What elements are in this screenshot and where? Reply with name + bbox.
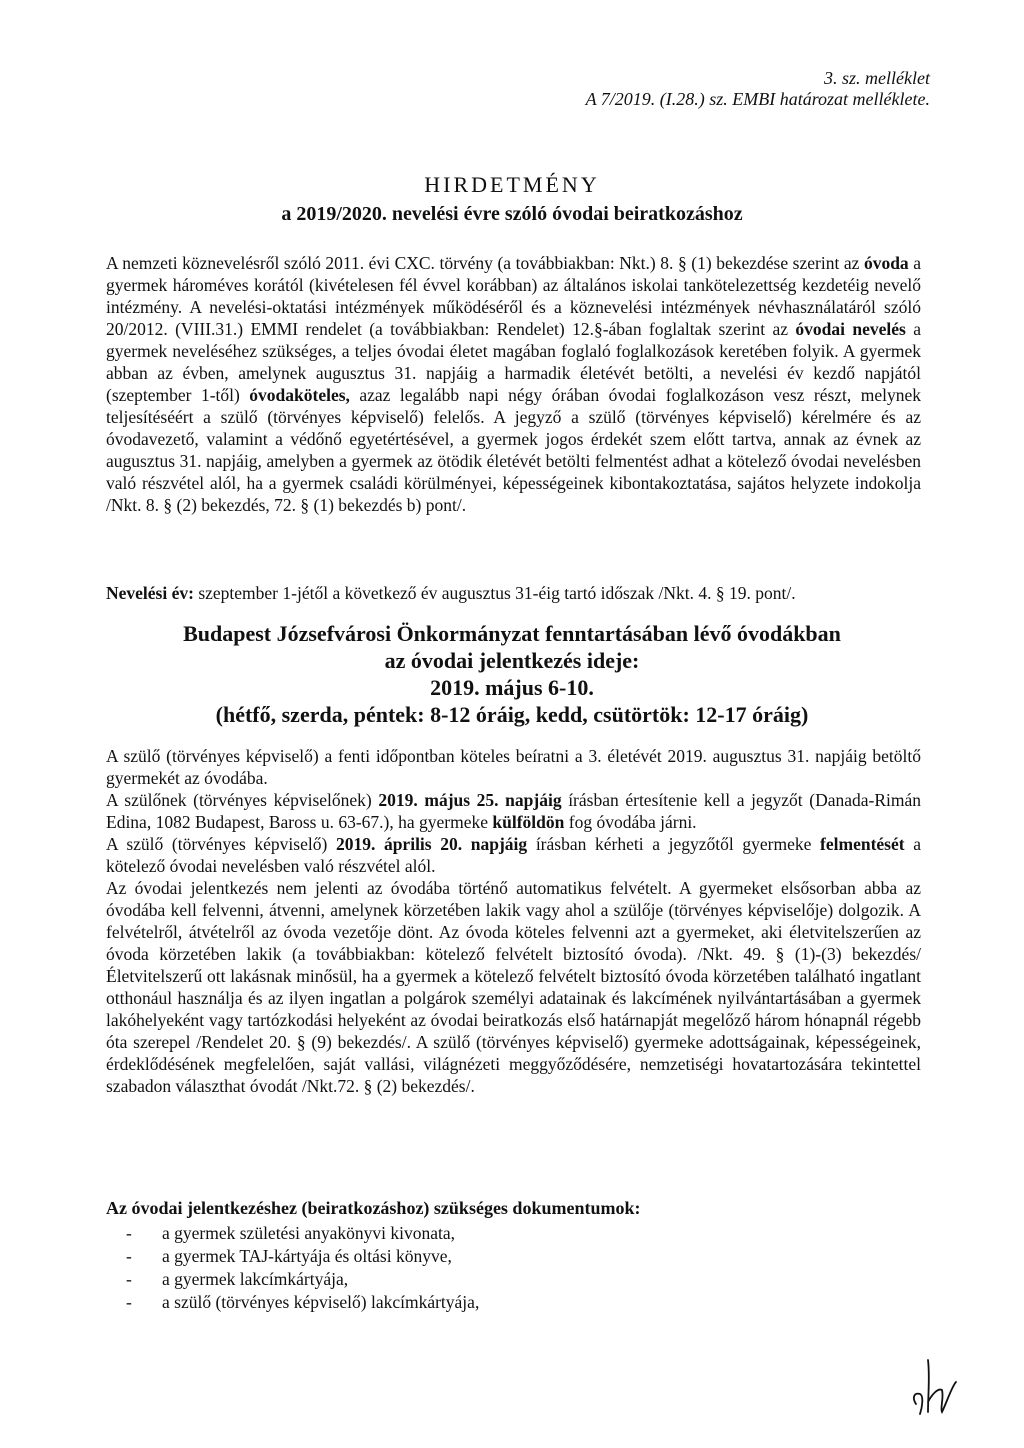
details-section bbox=[106, 745, 921, 1097]
deadline-abroad: 2019. május 25. napjáig bbox=[378, 790, 562, 810]
intro-text: a gyermek hároméves korától (kivételesen fél évvel korábban) az általános iskolai tankötelezettség kezdetéig nevelő intézmény. A nevelési-oktatási intézmények működéséről és a köznevelési intézmények névhasználatáról szóló 20/2012. (VIII.31.) EMMI rendelet (a továbbiakban: Rendelet) 12.§-ában foglaltak szerint az bbox=[106, 253, 921, 339]
intro-text: A nemzeti köznevelésről szóló 2011. évi CXC. törvény (a továbbiakban: Nkt.) 8. § (1) bekezdése szerint az bbox=[106, 253, 864, 273]
enrollment-hours: (hétfő, szerda, péntek: 8-12 óráig, kedd, csütörtök: 12-17 óráig) bbox=[215, 702, 809, 727]
enrollment-date: 2019. május 6-10. bbox=[430, 675, 594, 700]
list-item: - a gyermek születési anyakönyvi kivonata, bbox=[126, 1222, 479, 1245]
enrollment-line-1: Budapest Józsefvárosi Önkormányzat fenntartásában lévő óvodákban bbox=[183, 621, 841, 646]
details-paragraph-4: Az óvodai jelentkezés nem jelenti az óvodába történő automatikus felvételt. A gyermeket elsősorban abba az óvodába kell felvenni, átvenni, amelynek körzetében lakik vagy ahol a szülője (törvényes képviselője) dolgozik. A felvételről, átvételről az óvoda vezetője dönt. Az óvoda köteles felvenni azt a gyermeket, aki életvitelszerűen az óvoda körzetében lakik (a továbbiakban: kötelező felvételt biztosító óvoda). /Nkt. 49. § (1)-(3) bekezdés/ Életvitelszerű ott lakásnak minősül, ha a gyermek a kötelező felvételt biztosító óvoda körzetében található ingatlant otthonául használja és az ilyen ingatlan a polgárok személyi adatainak és lakcímének nyilvántartásában a gyermek lakóhelyeként vagy tartózkodási helyeként az óvodai beiratkozás első határnapját megelőző három hónapnál régebb óta szerepel /Rendelet 20. § (9) bekezdés/. A szülő (törvényes képviselő) gyermeke adottságainak, képességeinek, érdeklődésének megfelelően, saját vallási, világnézeti meggyőződésére, nemzetiségi hovatartozására tekintettel szabadon választhat óvodát /Nkt.72. § (2) bekezdés/. bbox=[106, 878, 921, 1096]
intro-bold-ovodakoteles: óvodaköteles, bbox=[249, 385, 350, 405]
school-year-paragraph bbox=[106, 582, 921, 604]
intro-text: azaz legalább napi négy órában óvodai foglalkozáson vesz részt, melynek teljesítéséért a szülő (törvényes képviselő) felelős. A jegyző a szülő (törvényes képviselő) kérelmére és az óvodavezető, valamint a védőnő egyetértésével, a gyermek jogos érdekét szem előtt tartva, annak az évnek az augusztus 31. napjáig, amelyben a gyermek az ötödik életévét betölti felmentést adhat a kötelező óvodai nevelésben való részvétel alól, ha a gyermek családi körülményei, képességeinek kibontakoztatása, sajátos helyzete indokolja /Nkt. 8. § (2) bekezdés, 72. § (1) bekezdés b) pont/. bbox=[106, 385, 921, 515]
details-text: a kötelező óvodai nevelésben való részvétel alól. bbox=[106, 834, 921, 876]
annex-reference: A 7/2019. (I.28.) sz. EMBI határozat melléklete. bbox=[585, 89, 930, 109]
bold-abroad: külföldön bbox=[492, 812, 565, 832]
page-title: HIRDETMÉNY bbox=[424, 172, 600, 197]
school-year-label: Nevelési év: bbox=[106, 583, 194, 603]
intro-paragraph bbox=[106, 252, 921, 516]
details-text: A szülő (törvényes képviselő) bbox=[106, 834, 336, 854]
deadline-exemption: 2019. április 20. napjáig bbox=[335, 834, 528, 854]
page-subtitle: a 2019/2020. nevelési évre szóló óvodai beiratkozáshoz bbox=[281, 203, 743, 225]
list-item: - a gyermek lakcímkártyája, bbox=[126, 1268, 479, 1291]
details-text: írásban kérheti a jegyzőtől gyermeke bbox=[527, 834, 821, 854]
documents-title: Az óvodai jelentkezéshez (beiratkozáshoz) szükséges dokumentumok: bbox=[106, 1198, 641, 1218]
annex-number: 3. sz. melléklet bbox=[824, 68, 930, 88]
details-text: fog óvodába járni. bbox=[564, 812, 697, 832]
list-item: - a gyermek TAJ-kártyája és oltási könyve, bbox=[126, 1245, 479, 1268]
intro-text: a gyermek neveléséhez szükséges, a teljes óvodai életet magában foglaló foglalkozások keretében folyik. A gyermek abban az évben, amelynek augusztus 31. napjáig a harmadik életévét betölti, a nevelési év kezdő napjától (szeptember 1-től) bbox=[106, 319, 921, 405]
enrollment-line-2: az óvodai jelentkezés ideje: bbox=[384, 648, 640, 673]
list-item: - a szülő (törvényes képviselő) lakcímkártyája, bbox=[126, 1291, 479, 1314]
details-text: A szülőnek (törvényes képviselőnek) bbox=[106, 790, 379, 810]
documents-list bbox=[126, 1222, 479, 1314]
signature-initials bbox=[898, 1352, 968, 1422]
bold-exemption: felmentését bbox=[820, 834, 905, 854]
details-paragraph-3 bbox=[106, 833, 921, 877]
enrollment-heading bbox=[0, 620, 1024, 728]
intro-bold-ovodai-neveles: óvodai nevelés bbox=[795, 319, 906, 339]
intro-bold-ovoda: óvoda bbox=[863, 253, 909, 273]
details-text: írásban értesítenie kell a jegyzőt (Danada-Rimán Edina, 1082 Budapest, Baross u. 63-67.), ha gyermeke bbox=[106, 790, 921, 832]
school-year-text: szeptember 1-jétől a következő év augusztus 31-éig tartó időszak /Nkt. 4. § 19. pont/. bbox=[193, 583, 796, 603]
details-paragraph-1: A szülő (törvényes képviselő) a fenti időpontban köteles beíratni a 3. életévét 2019. augusztus 31. napjáig betöltő gyermekét az óvodába. bbox=[106, 746, 921, 788]
details-paragraph-2 bbox=[106, 789, 921, 833]
